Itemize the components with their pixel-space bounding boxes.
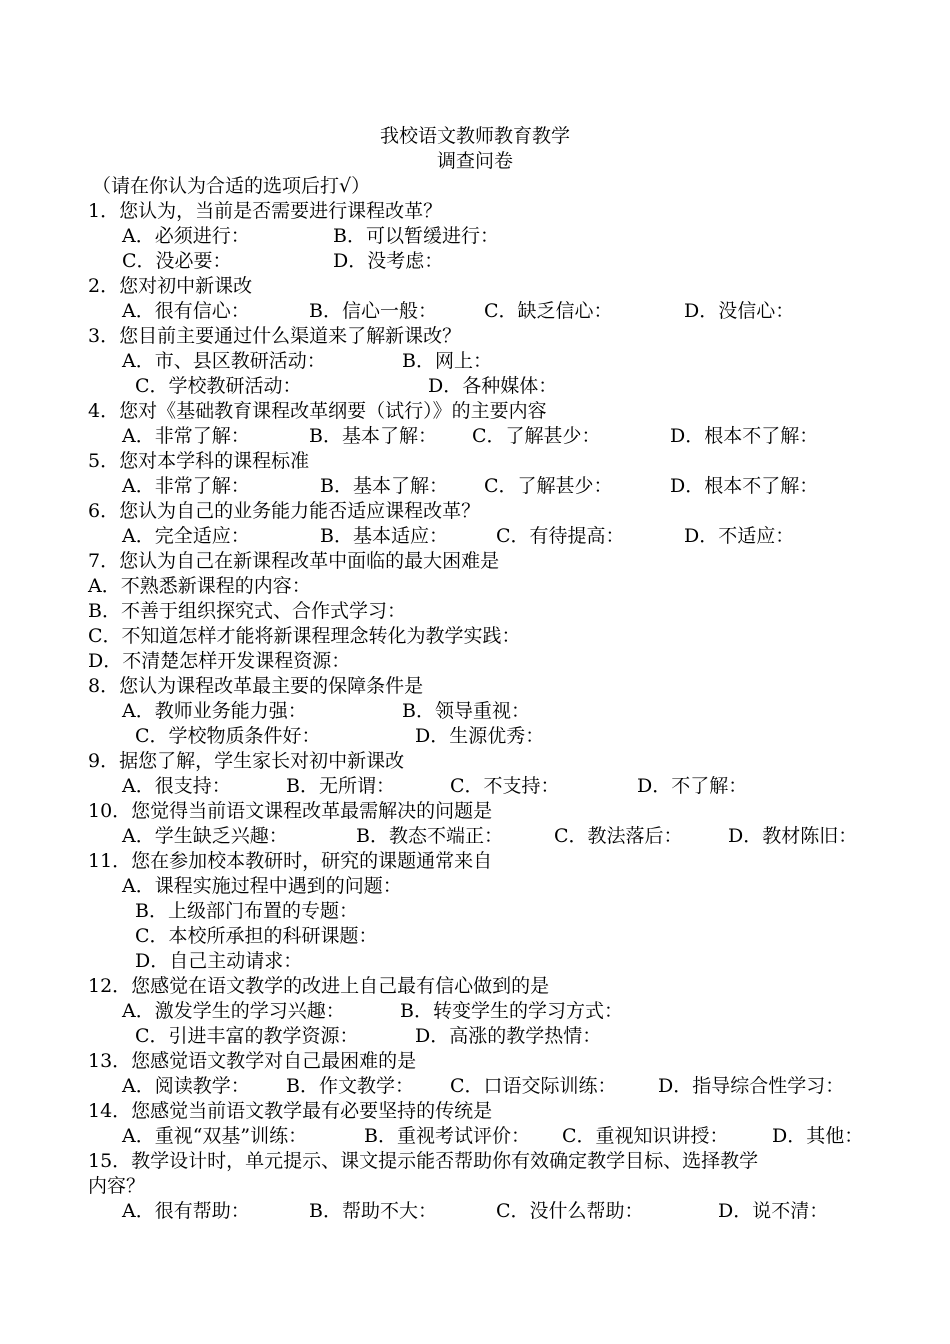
q7-option-c: C．不知道怎样才能将新课程理念转化为教学实践： (88, 625, 521, 647)
question-1: 1．您认为，当前是否需要进行课程改革？ (88, 200, 443, 222)
q7-option-b: B．不善于组织探究式、合作式学习： (88, 600, 406, 622)
title-line-2: 调查问卷 (436, 150, 513, 172)
q4-option-b: B．基本了解： (309, 425, 437, 447)
q11-option-d: D．自己主动请求： (135, 950, 303, 972)
q4-option-c: C．了解甚少： (472, 425, 601, 447)
q15-option-a: A．很有帮助： (122, 1200, 250, 1222)
q3-option-b: B．网上： (402, 350, 492, 372)
q12-option-c: C．引进丰富的教学资源： (135, 1025, 359, 1047)
q13-option-d: D．指导综合性学习： (658, 1075, 845, 1097)
q12-option-d: D．高涨的教学热情： (415, 1025, 602, 1047)
q10-option-b: B．教态不端正： (356, 825, 503, 847)
q5-option-d: D．根本不了解： (670, 475, 819, 497)
q9-option-c: C．不支持： (450, 775, 560, 797)
q6-option-d: D．不适应： (684, 525, 795, 547)
q8-option-c: C．学校物质条件好： (135, 725, 321, 747)
q2-option-a: A．很有信心： (122, 300, 250, 322)
q1-option-b: B．可以暂缓进行： (333, 225, 499, 247)
q9-option-b: B．无所谓： (286, 775, 395, 797)
q12-option-a: A．激发学生的学习兴趣： (122, 1000, 345, 1022)
q14-option-b: B．重视考试评价： (364, 1125, 530, 1147)
q3-option-a: A．市、县区教研活动： (122, 350, 326, 372)
q2-option-d: D．没信心： (684, 300, 795, 322)
q14-option-c: C．重视知识讲授： (562, 1125, 729, 1147)
q1-option-d: D．没考虑： (333, 250, 444, 272)
q13-option-c: C．口语交际训练： (450, 1075, 617, 1097)
q3-option-d: D．各种媒体： (428, 375, 558, 397)
q9-option-d: D．不了解： (637, 775, 748, 797)
question-4: 4．您对《基础教育课程改革纲要（试行）》的主要内容 (88, 400, 547, 422)
q10-option-c: C．教法落后： (554, 825, 683, 847)
q15-option-b: B．帮助不大： (309, 1200, 437, 1222)
q9-option-a: A．很支持： (122, 775, 231, 797)
q15-option-d: D．说不清： (718, 1200, 829, 1222)
question-11: 11．您在参加校本教研时，研究的课题通常来自 (88, 850, 493, 872)
instruction: （请在你认为合适的选项后打√） (92, 175, 371, 197)
question-3: 3．您目前主要通过什么渠道来了解新课改？ (88, 325, 462, 347)
q8-option-d: D．生源优秀： (415, 725, 545, 747)
question-15: 15．教学设计时，单元提示、课文提示能否帮助你有效确定教学目标、选择教学 (88, 1150, 759, 1172)
q5-option-c: C．了解甚少： (484, 475, 613, 497)
question-12: 12．您感觉在语文教学的改进上自己最有信心做到的是 (88, 975, 550, 997)
q5-option-b: B．基本了解： (320, 475, 448, 497)
question-13: 13．您感觉语文教学对自己最困难的是 (88, 1050, 417, 1072)
q1-option-a: A．必须进行： (122, 225, 250, 247)
q13-option-b: B．作文教学： (286, 1075, 414, 1097)
q7-option-d: D．不清楚怎样开发课程资源： (88, 650, 351, 672)
q11-option-a: A．课程实施过程中遇到的问题： (122, 875, 402, 897)
title-line-1: 我校语文教师教育教学 (379, 125, 570, 147)
q6-option-c: C．有待提高： (496, 525, 625, 547)
q11-option-b: B．上级部门布置的专题： (135, 900, 358, 922)
q2-option-b: B．信心一般： (309, 300, 437, 322)
q5-option-a: A．非常了解： (122, 475, 250, 497)
q6-option-b: B．基本适应： (320, 525, 448, 547)
q2-option-c: C．缺乏信心： (484, 300, 613, 322)
question-15-continued: 内容？ (88, 1175, 146, 1197)
q6-option-a: A．完全适应： (122, 525, 250, 547)
question-2: 2．您对初中新课改 (88, 275, 253, 297)
question-7: 7．您认为自己在新课程改革中面临的最大困难是 (88, 550, 500, 572)
q1-option-c: C．没必要： (122, 250, 232, 272)
question-9: 9．据您了解，学生家长对初中新课改 (88, 750, 405, 772)
q15-option-c: C．没什么帮助： (496, 1200, 644, 1222)
q14-option-a: A．重视“双基”训练： (122, 1125, 308, 1147)
q13-option-a: A．阅读教学： (122, 1075, 250, 1097)
question-5: 5．您对本学科的课程标准 (88, 450, 310, 472)
q10-option-a: A．学生缺乏兴趣： (122, 825, 288, 847)
question-6: 6．您认为自己的业务能力能否适应课程改革？ (88, 500, 481, 522)
question-8: 8．您认为课程改革最主要的保障条件是 (88, 675, 424, 697)
q8-option-a: A．教师业务能力强： (122, 700, 307, 722)
q7-option-a: A．不熟悉新课程的内容： (88, 575, 311, 597)
q14-option-d: D．其他： (772, 1125, 864, 1147)
q4-option-a: A．非常了解： (122, 425, 250, 447)
q11-option-c: C．本校所承担的科研课题： (135, 925, 378, 947)
question-10: 10．您觉得当前语文课程改革最需解决的问题是 (88, 800, 493, 822)
q10-option-d: D．教材陈旧： (728, 825, 858, 847)
q8-option-b: B．领导重视： (402, 700, 530, 722)
q4-option-d: D．根本不了解： (670, 425, 819, 447)
q12-option-b: B．转变学生的学习方式： (400, 1000, 623, 1022)
q3-option-c: C．学校教研活动： (135, 375, 302, 397)
question-14: 14．您感觉当前语文教学最有必要坚持的传统是 (88, 1100, 493, 1122)
